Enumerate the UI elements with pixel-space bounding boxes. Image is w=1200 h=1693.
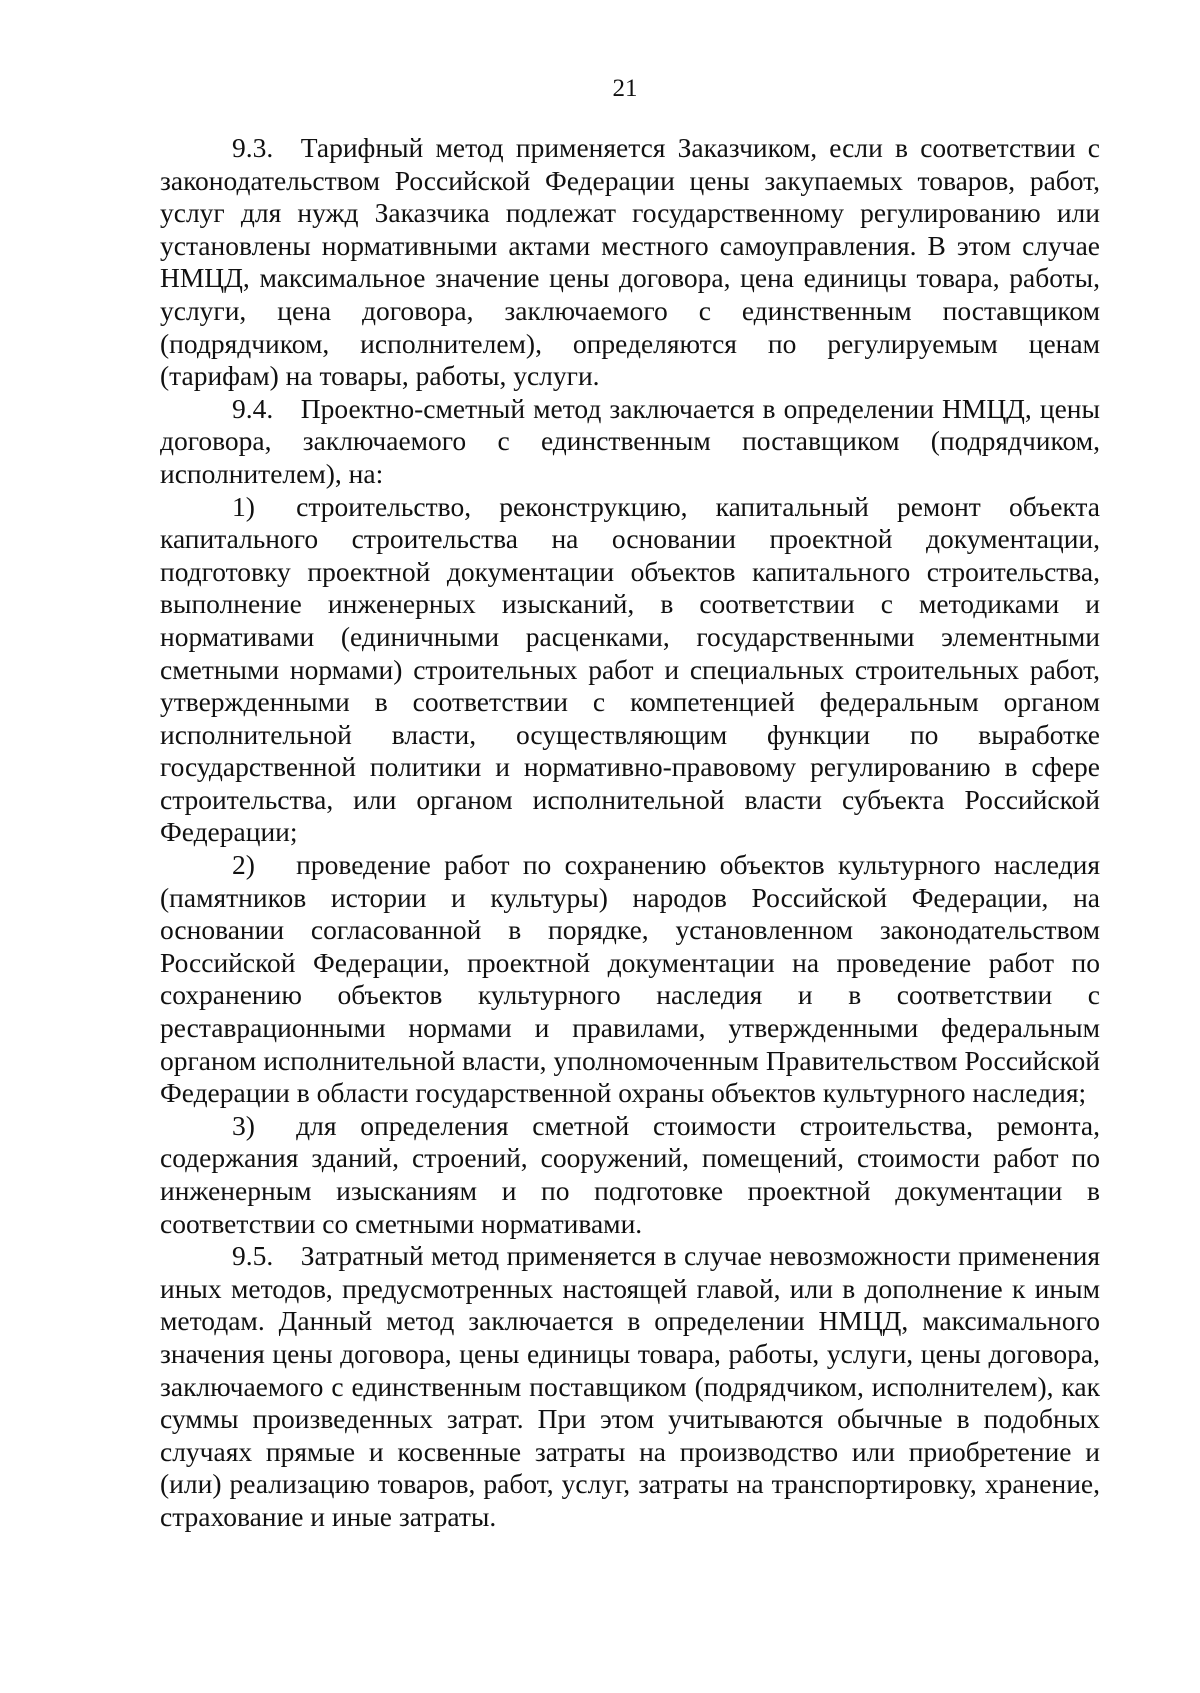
paragraph-9-3: 9.3. Тарифный метод применяется Заказчиком, если в соответствии с законодательством Российской Федерации цены закупаемых товаров, работ, услуг для нужд Заказчика подлежат государственному регулированию или установлены нормативными актами местного самоуправления. В этом случае НМЦД, максимальное значение цены договора, цена единицы товара, работы, услуги, цена договора, заключаемого с единственным поставщиком (подрядчиком, исполнителем), определяются по регулируемым ценам (тарифам) на товары, работы, услуги. bbox=[160, 132, 1100, 392]
paragraph-9-4: 9.4. Проектно-сметный метод заключается в определении НМЦД, цены договора, заключаемого с единственным поставщиком (подрядчиком, исполнителем), на: bbox=[160, 392, 1100, 489]
list-item-1: 1) строительство, реконструкцию, капитальный ремонт объекта капитального строительства на основании проектной документации, подготовку проектной документации объектов капитального строительства, выполнение инженерных изысканий, в соответствии с методиками и нормативами (единичными расценками, государственными элементными сметными нормами) строительных работ и специальных строительных работ, утвержденными в соответствии с компетенцией федеральным органом исполнительной власти, осуществляющим функции по выработке государственной политики и нормативно-правовому регулированию в сфере строительства, или органом исполнительной власти субъекта Российской Федерации; bbox=[160, 490, 1100, 848]
paragraph-9-5: 9.5. Затратный метод применяется в случае невозможности применения иных методов, предусмотренных настоящей главой, или в дополнение к иным методам. Данный метод заключается в определении НМЦД, максимального значения цены договора, цены единицы товара, работы, услуги, цены договора, заключаемого с единственным поставщиком (подрядчиком, исполнителем), как суммы произведенных затрат. При этом учитываются обычные в подобных случаях прямые и косвенные затраты на производство или приобретение и (или) реализацию товаров, работ, услуг, затраты на транспортировку, хранение, страхование и иные затраты. bbox=[160, 1240, 1100, 1532]
page-number: 21 bbox=[612, 75, 638, 102]
list-item-2: 2) проведение работ по сохранению объектов культурного наследия (памятников истории и культуры) народов Российской Федерации, на основании согласованной в порядке, установленном законодательством Российской Федерации, проектной документации на проведение работ по сохранению объектов культурного наследия и в соответствии с реставрационными нормами и правилами, утвержденными федеральным органом исполнительной власти, уполномоченным Правительством Российской Федерации в области государственной охраны объектов культурного наследия; bbox=[160, 849, 1100, 1109]
list-item-3: 3) для определения сметной стоимости строительства, ремонта, содержания зданий, строений, сооружений, помещений, стоимости работ по инженерным изысканиям и по подготовке проектной документации в соответствии со сметными нормативами. bbox=[160, 1109, 1100, 1239]
document-body bbox=[160, 132, 1100, 1534]
